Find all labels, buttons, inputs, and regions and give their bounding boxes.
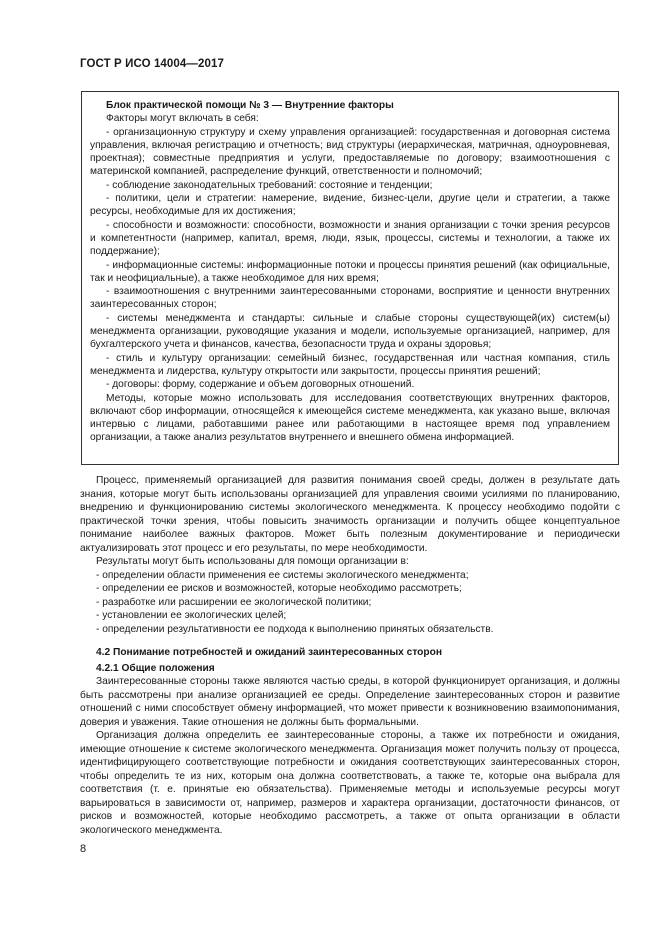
subsection-title: 4.2.1 Общие положения [96, 662, 215, 674]
box-item: - организационную структуру и схему управления организацией: государственная и договорная система управления, включая регистрацию и отчетность; вид структуры (иерархическая, матричная, одноуровневая, проектная); совместные предприятия и услуги, предоставляемые по договору; взаимоотношения с материнской компанией, распределение функций, ответственности и полномочий; [90, 126, 610, 178]
list-item: - определении области применения ее системы экологического менеджмента; [96, 569, 469, 581]
list-item: - установлении ее экологических целей; [96, 610, 287, 621]
list-item: - разработке или расширении ее экологической политики; [96, 596, 372, 608]
list-item: - определении ее рисков и возможностей, которые необходимо рассмотреть; [96, 583, 462, 594]
box-item: - информационные системы: информационные потоки и процессы принятия решений (как официальные, так и неофициальные), а также необходимое для них время; [90, 259, 610, 284]
list-item: - определении результативности ее подхода к выполнению принятых обязательств. [96, 623, 494, 635]
page-number: 8 [80, 843, 87, 855]
paragraph: Организация должна определить ее заинтересованные стороны, а также их потребности и ожидания, имеющие отношение к системе экологического менеджмента. Организация может получить пользу от процесса, идентифицирующего соответствующие потребности и ожидания соответствующих заинтересованных сторон, чтобы определить те из них, которым она должна соответствовать, а также те, которые она выбрала для соответствия (т. е. принятые ею обязательства). Применяемые методы и используемые ресурсы могут варьироваться в зависимости от, например, размеров и характера организации, достаточности финансов, от рисков и возможностей, которые необходимо рассмотреть, а также от опыта организации в области экологического менеджмента. [80, 730, 620, 836]
practical-help-box [81, 91, 619, 465]
section-title: 4.2 Понимание потребностей и ожиданий заинтересованных сторон [96, 647, 443, 658]
box-item: - взаимоотношения с внутренними заинтересованными сторонами, восприятие и ценности внутренних заинтересованных сторон; [90, 286, 610, 311]
paragraph: Процесс, применяемый организацией для развития понимания своей среды, должен в результате дать знания, которые могут быть использованы организацией для управления своими усилиями по планированию, внедрению и функционированию системы экологического менеджмента. К процессу необходимо подойти с практической точки зрения, чтобы повысить значимость организации и получить общее концептуальное понимание наиболее важных факторов. Может быть полезным документирование и периодически актуализировать этот процесс и его результаты, по мере необходимости. [80, 475, 620, 554]
main-text [80, 474, 620, 837]
box-item: - политики, цели и стратегии: намерение, видение, бизнес-цели, другие цели и стратегии, а также ресурсы, необходимые для их достижения; [90, 193, 610, 218]
box-intro: Факторы могут включать в себя: [106, 113, 259, 125]
box-item: - способности и возможности: способности, возможности и знания организации с точки зрения ресурсов и компетентности (например, капитал, время, люди, язык, процессы, системы и технологии, а также их поддержание); [90, 219, 610, 258]
box-item: - системы менеджмента и стандарты: сильные и слабые стороны существующей(их) систем(ы) менеджмента организации, руководящие указания и модели, используемые организацией, например, для бухгалтерского учета и финансов, качества, безопасности труда и охраны здоровья; [90, 312, 610, 351]
box-item: - договоры: форму, содержание и объем договорных отношений. [106, 379, 415, 391]
box-methods: Методы, которые можно использовать для исследования соответствующих внутренних факторов, включают сбор информации, относящейся к имеющейся системе менеджмента, как указано выше, включая интервью с лицами, работавшими ранее или работающими в настоящее время под управлением организации, а также анализ результатов внутреннего и внешнего обмена информацией. [90, 392, 610, 444]
box-item: - стиль и культуру организации: семейный бизнес, государственная или частная компания, стиль менеджмента и лидерства, культуру открытости или закрытости, процессы принятия решений; [90, 352, 610, 377]
box-title: Блок практической помощи № 3 — Внутренние факторы [106, 100, 394, 111]
box-item: - соблюдение законодательных требований: состояние и тенденции; [106, 179, 433, 191]
paragraph: Результаты могут быть использованы для помощи организации в: [96, 556, 409, 567]
document-header: ГОСТ Р ИСО 14004—2017 [80, 58, 225, 70]
paragraph: Заинтересованные стороны также являются частью среды, в которой функционирует организация, и должны быть рассмотрены при анализе организацией ее среды. Определение заинтересованных сторон и развитие отношений с ними способствует обмену информацией, что может привести к возникновению взаимопонимания, доверия и уважения. Такие отношения не должны быть формальными. [80, 676, 620, 728]
